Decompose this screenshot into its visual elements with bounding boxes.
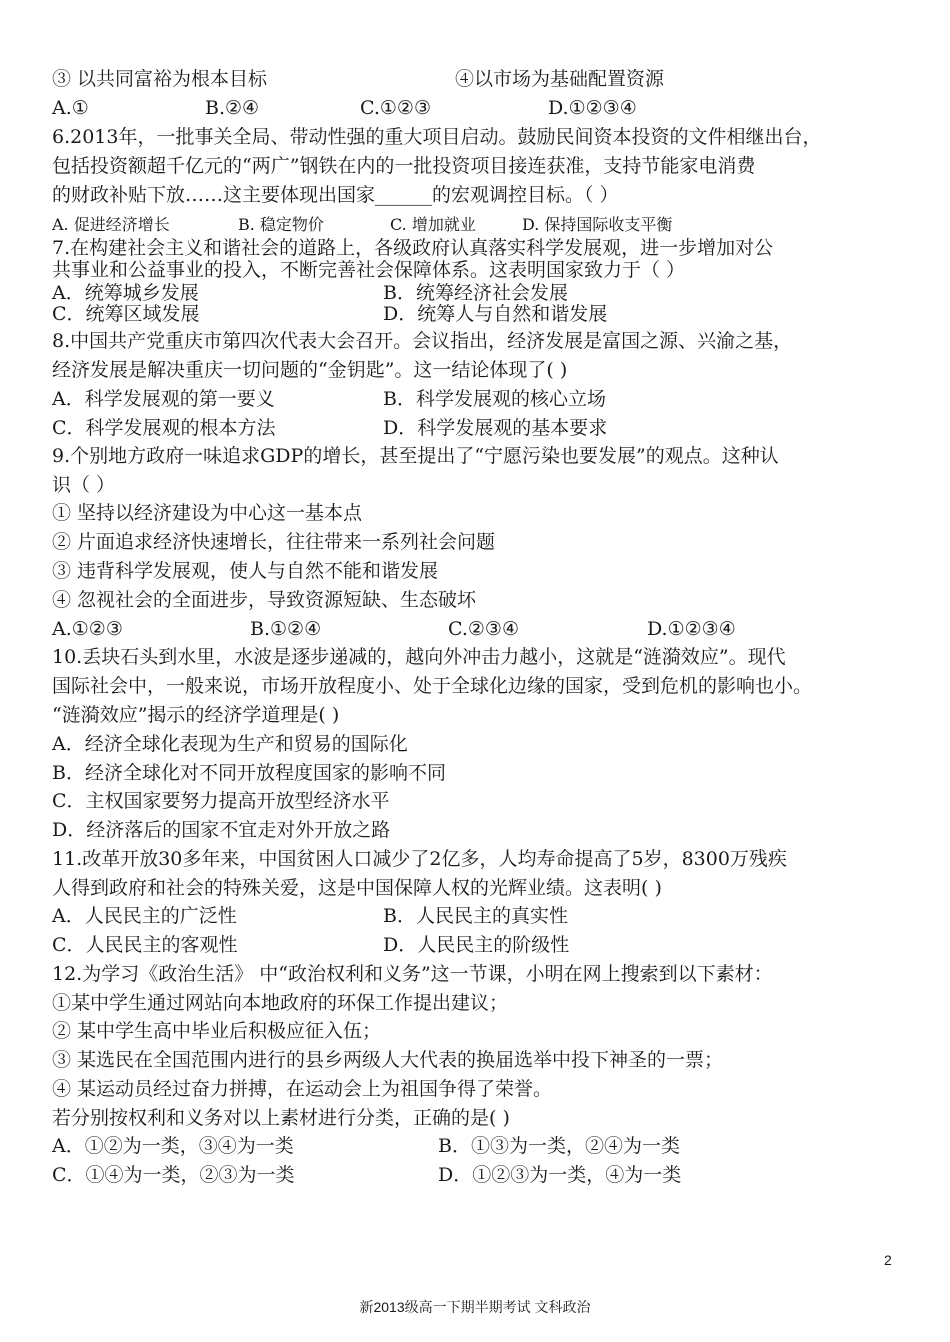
page-footer: 新2013级高一下期半期考试 文科政治 <box>359 1299 591 1315</box>
q7-choice-d: D．统筹人与自然和谐发展 <box>383 303 608 325</box>
q11-choice-d: D．人民民主的阶级性 <box>383 934 570 956</box>
q6-stem-line-2: 包括投资额超千亿元的“两广”钢铁在内的一批投资项目接连获准，支持节能家电消费 <box>52 155 756 177</box>
q12-choice-b: B．①③为一类，②④为一类 <box>438 1135 680 1157</box>
q11-stem-line-1: 11.改革开放30多年来，中国贫困人口减少了2亿多，人均寿命提高了5岁，8300万残疾 <box>52 848 787 870</box>
q6-choice-a: A. 促进经济增长 <box>52 215 170 234</box>
q5-option-4: ④以市场为基础配置资源 <box>455 68 665 90</box>
q8-choice-c: C．科学发展观的根本方法 <box>52 417 276 439</box>
q8-choice-b: B．科学发展观的核心立场 <box>383 388 606 410</box>
q6-stem-line-1: 6.2013年，一批事关全局、带动性强的重大项目启动。鼓励民间资本投资的文件相继出台， <box>52 126 822 148</box>
q9-choice-a: A.①②③ <box>52 618 123 640</box>
q12-item-4: ④ 某运动员经过奋力拼搏，在运动会上为祖国争得了荣誉。 <box>52 1078 553 1100</box>
q6-choice-d: D. 保持国际收支平衡 <box>522 215 673 234</box>
q11-stem-line-2: 人得到政府和社会的特殊关爱，这是中国保障人权的光辉业绩。这表明( ) <box>52 877 662 899</box>
q11-choice-a: A．人民民主的广泛性 <box>52 905 237 927</box>
q5-option-3: ③ 以共同富裕为根本目标 <box>52 68 268 90</box>
q10-stem-line-3: “涟漪效应”揭示的经济学道理是( ) <box>52 704 340 726</box>
q10-choice-a: A．经济全球化表现为生产和贸易的国际化 <box>52 733 408 755</box>
q12-choice-a: A．①②为一类，③④为一类 <box>52 1135 294 1157</box>
page-number: 2 <box>884 1252 892 1268</box>
q7-stem-line-2: 共事业和公益事业的投入，不断完善社会保障体系。这表明国家致力于（ ） <box>52 259 686 281</box>
q7-choice-b: B．统筹经济社会发展 <box>383 282 568 304</box>
q8-choice-a: A．科学发展观的第一要义 <box>52 388 275 410</box>
q9-choice-d: D.①②③④ <box>647 618 736 640</box>
q9-stem-line-2: 识（ ） <box>52 474 116 496</box>
q10-stem-line-1: 10.丢块石头到水里，水波是逐步递减的，越向外冲击力越小，这就是“涟漪效应”。现代 <box>52 646 786 668</box>
q9-choice-b: B.①②④ <box>250 618 322 640</box>
q8-stem-line-2: 经济发展是解决重庆一切问题的“金钥匙”。这一结论体现了( ) <box>52 359 568 381</box>
q12-item-3: ③ 某选民在全国范围内进行的县乡两级人大代表的换届选举中投下神圣的一票； <box>52 1049 724 1071</box>
q5-choice-c: C.①②③ <box>360 97 431 119</box>
q11-choice-c: C．人民民主的客观性 <box>52 934 238 956</box>
q8-choice-d: D．科学发展观的基本要求 <box>383 417 608 439</box>
q6-choice-c: C. 增加就业 <box>390 215 476 234</box>
q9-choice-c: C.②③④ <box>448 618 519 640</box>
q12-choice-d: D．①②③为一类，④为一类 <box>438 1164 682 1186</box>
q6-stem-line-3: 的财政补贴下放……这主要体现出国家______的宏观调控目标。（ ） <box>52 184 619 206</box>
q7-stem-line-1: 7.在构建社会主义和谐社会的道路上，各级政府认真落实科学发展观，进一步增加对公 <box>52 237 774 259</box>
q12-item-1: ①某中学生通过网站向本地政府的环保工作提出建议； <box>52 992 509 1014</box>
q5-choice-a: A.① <box>52 97 89 119</box>
q10-choice-c: C．主权国家要努力提高开放型经济水平 <box>52 790 390 812</box>
q11-choice-b: B．人民民主的真实性 <box>383 905 568 927</box>
q12-choice-c: C．①④为一类，②③为一类 <box>52 1164 295 1186</box>
q10-choice-b: B．经济全球化对不同开放程度国家的影响不同 <box>52 762 446 784</box>
q7-choice-a: A．统筹城乡发展 <box>52 282 199 304</box>
q6-choice-b: B. 稳定物价 <box>238 215 324 234</box>
q5-choice-b: B.②④ <box>205 97 260 119</box>
q9-item-3: ③ 违背科学发展观，使人与自然不能和谐发展 <box>52 560 439 582</box>
q12-item-2: ② 某中学生高中毕业后积极应征入伍； <box>52 1020 382 1042</box>
q8-stem-line-1: 8.中国共产党重庆市第四次代表大会召开。会议指出，经济发展是富国之源、兴渝之基， <box>52 330 793 352</box>
q5-choice-d: D.①②③④ <box>548 97 637 119</box>
q9-stem-line-1: 9.个别地方政府一味追求GDP的增长，甚至提出了“宁愿污染也要发展”的观点。这种认 <box>52 445 779 467</box>
q12-question: 若分别按权利和义务对以上素材进行分类，正确的是( ) <box>52 1107 510 1129</box>
q10-stem-line-2: 国际社会中，一般来说，市场开放程度小、处于全球化边缘的国家，受到危机的影响也小。 <box>52 675 813 697</box>
q9-item-1: ① 坚持以经济建设为中心这一基本点 <box>52 502 363 524</box>
q10-choice-d: D．经济落后的国家不宜走对外开放之路 <box>52 819 391 841</box>
q7-choice-c: C．统筹区域发展 <box>52 303 200 325</box>
q12-stem-line-1: 12.为学习《政治生活》 中“政治权利和义务”这一节课，小明在网上搜索到以下素材： <box>52 963 773 985</box>
q9-item-4: ④ 忽视社会的全面进步，导致资源短缺、生态破坏 <box>52 589 477 611</box>
q9-item-2: ② 片面追求经济快速增长，往往带来一系列社会问题 <box>52 531 496 553</box>
